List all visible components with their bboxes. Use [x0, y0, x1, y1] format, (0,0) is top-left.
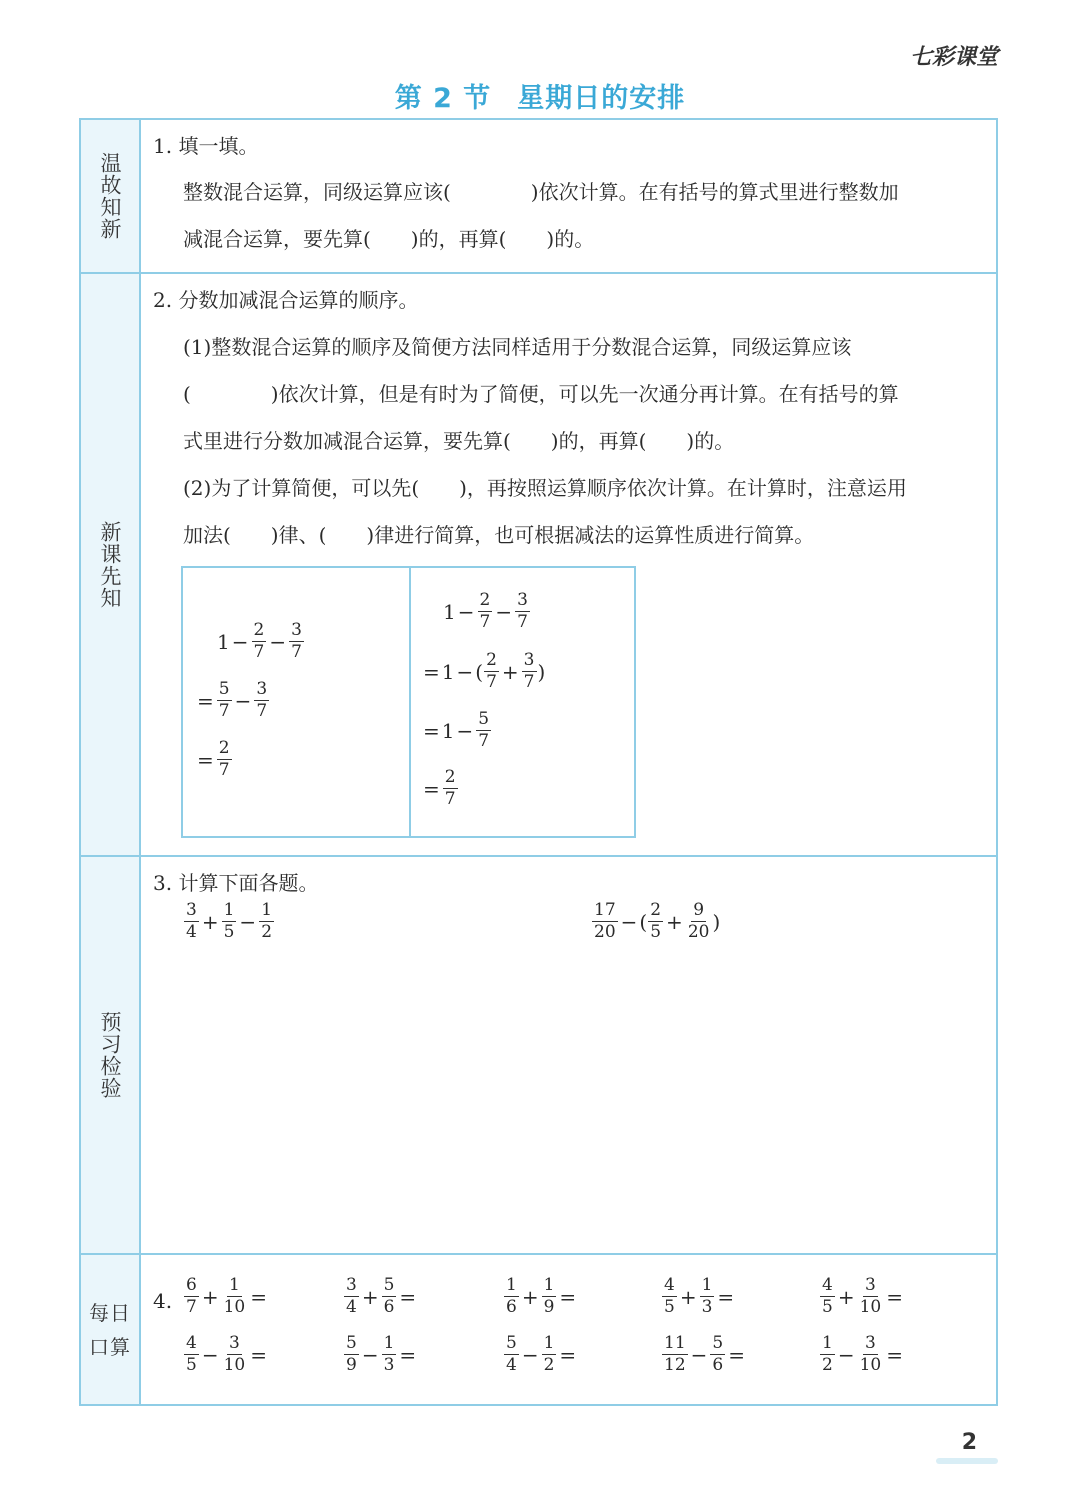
page-number-underline [936, 1458, 998, 1464]
side-label-review [81, 120, 141, 272]
example-calculation-box [181, 566, 636, 838]
side-label-text: 温故知新 [98, 152, 122, 240]
review-row [81, 120, 996, 274]
q1-title: 1. 填一填。 [153, 134, 259, 158]
side-label-text: 预习检验 [98, 1011, 122, 1099]
preview-row [81, 274, 996, 857]
math-step: 1 − $\frac{2}{7}$ − $\frac{3}{7}$ [217, 620, 302, 662]
page-title [0, 76, 1080, 115]
q2-line: 式里进行分数加减混合运算，要先算( )的，再算( )的。 [183, 429, 735, 453]
check-row [81, 857, 996, 1255]
math-step: = 1 − $\frac{5}{7}$ [423, 709, 490, 751]
math-step: = $\frac{2}{7}$ [197, 738, 230, 780]
q1-line: 整数混合运算，同级运算应该( )依次计算。在有括号的算式里进行整数加 [183, 180, 899, 204]
daily-row [81, 1255, 996, 1404]
q2-line: 加法( )律、( )律进行简算，也可根据减法的运算性质进行简算。 [183, 523, 815, 547]
q2-line: (2)为了计算简便，可以先( )，再按照运算顺序依次计算。在计算时，注意运用 [183, 476, 907, 500]
side-label-daily [81, 1255, 141, 1404]
q2-title: 2. 分数加减混合运算的顺序。 [153, 288, 419, 312]
mental-math-item: $\frac{4}{5}$ + $\frac{1}{3}$ = [664, 1275, 735, 1317]
side-label-text: 新课先知 [98, 520, 122, 609]
math-step: = 1 − ( $\frac{2}{7}$ + $\frac{3}{7}$ ) [423, 650, 546, 692]
mental-math-item: $\frac{1}{6}$ + $\frac{1}{9}$ = [506, 1275, 577, 1317]
section-title: 星期日的安排 [517, 83, 686, 114]
mental-math-item: $\frac{5}{9}$ − $\frac{1}{3}$ = [346, 1333, 417, 1375]
math-step: 1 − $\frac{2}{7}$ − $\frac{3}{7}$ [443, 590, 528, 632]
section-number: 第 2 节 [394, 83, 492, 114]
q3-problem: $\frac{17}{20}$ − ( $\frac{2}{5}$ + $\frac{9}{20}$ ) [594, 900, 721, 942]
q3-title: 3. 计算下面各题。 [153, 871, 319, 895]
q2-line: (1)整数混合运算的顺序及简便方法同样适用于分数混合运算，同级运算应该 [183, 335, 852, 359]
mental-math-item: $\frac{11}{12}$ − $\frac{5}{6}$ = [664, 1333, 745, 1375]
side-label-preview [81, 274, 141, 855]
mental-math-item: $\frac{3}{4}$ + $\frac{5}{6}$ = [346, 1275, 417, 1317]
q3-problem: $\frac{3}{4}$ + $\frac{1}{5}$ − $\frac{1}{2}$ [186, 900, 273, 942]
mental-math-item: $\frac{1}{2}$ − $\frac{3}{10}$ = [822, 1333, 903, 1375]
side-label-text: 每日 口算 [89, 1300, 131, 1359]
mental-math-item: $\frac{6}{7}$ + $\frac{1}{10}$ = [186, 1275, 267, 1317]
math-step: = $\frac{2}{7}$ [423, 767, 456, 809]
brand-logo: 七彩课堂 [909, 45, 998, 70]
page-number: 2 [961, 1430, 977, 1455]
q2-line: ( )依次计算，但是有时为了简便，可以先一次通分再计算。在有括号的算 [183, 382, 899, 406]
mental-math-item: $\frac{5}{4}$ − $\frac{1}{2}$ = [506, 1333, 577, 1375]
mental-math-item: $\frac{4}{5}$ − $\frac{3}{10}$ = [186, 1333, 267, 1375]
side-label-check [81, 857, 141, 1253]
q4-number: 4. [153, 1289, 173, 1313]
math-step: = $\frac{5}{7}$ − $\frac{3}{7}$ [197, 679, 268, 721]
worksheet-frame [79, 118, 998, 1406]
q1-line: 减混合运算，要先算( )的，再算( )的。 [183, 227, 595, 251]
mental-math-item: $\frac{4}{5}$ + $\frac{3}{10}$ = [822, 1275, 903, 1317]
